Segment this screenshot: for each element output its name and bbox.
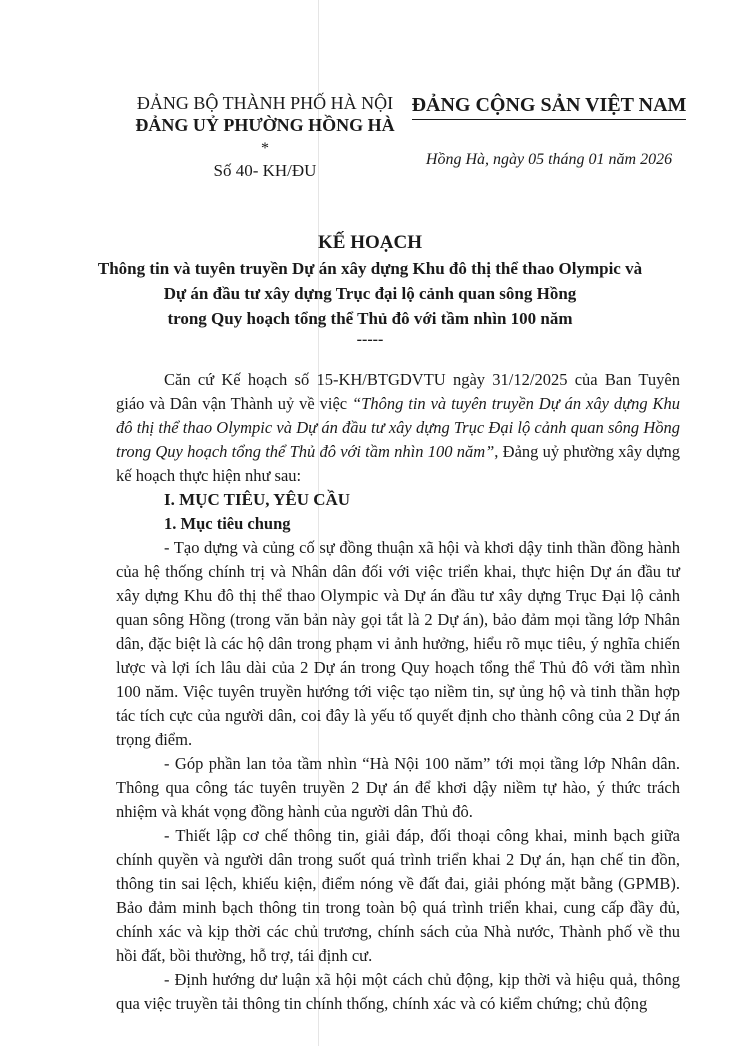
objective-paragraph-2: - Góp phần lan tỏa tầm nhìn “Hà Nội 100 năm” tới mọi tầng lớp Nhân dân. Thông qua công tác tuyên truyền 2 Dự án để khơi dậy niềm tự hào, ý thức trách nhiệm và khát vọng đồng hành của người dân Thủ đô. [116,754,680,821]
intro-paragraph [116,368,680,488]
section-heading-objectives: I. MỤC TIÊU, YÊU CẦU [164,490,351,509]
header-star: * [261,140,269,157]
party-name: ĐẢNG CỘNG SẢN VIỆT NAM [412,92,687,120]
issue-date: Hồng Hà, ngày 05 tháng 01 năm 2026 [425,151,673,168]
intro-text-end: , Đảng uỷ phường xây dựng kế hoạch thực hiện như sau: [116,442,680,485]
parent-party-committee: ĐẢNG BỘ THÀNH PHỐ HÀ NỘI [136,93,394,113]
objective-paragraph-4: - Định hướng dư luận xã hội một cách chủ động, kịp thời và hiệu quả, thông qua việc truyền tải thông tin chính thống, chính xác và có kiểm chứng; chủ động [116,970,680,1013]
subtitle-line-1: Thông tin và tuyên truyền Dự án xây dựng Khu đô thị thể thao Olympic và [97,259,643,278]
document-number: Số 40- KH/ĐU [213,161,317,180]
issuing-authority-block [100,92,430,182]
document-type-title: KẾ HOẠCH [318,232,422,253]
objective-paragraph-3: - Thiết lập cơ chế thông tin, giải đáp, đối thoại công khai, minh bạch giữa chính quyền và người dân trong suốt quá trình triển khai 2 Dự án, hạn chế tin đồn, thông tin sai lệch, khiếu kiện, điểm nóng về đất đai, giải phóng mặt bằng (GPMB). Bảo đảm minh bạch thông tin trong toàn bộ quá trình triển khai, cung cấp đầy đủ, chính xác và kịp thời các chủ trương, chính sách của Nhà nước, Thành phố về thu hồi đất, bồi thường, hỗ trợ, tái định cư. [116,826,680,965]
ward-party-committee: ĐẢNG UỶ PHƯỜNG HỒNG HÀ [135,115,395,135]
document-body [116,368,680,1016]
subtitle-line-3: trong Quy hoạch tổng thể Thủ đô với tầm nhìn 100 năm [167,309,573,328]
subtitle-line-2: Dự án đầu tư xây dựng Trục đại lộ cảnh quan sông Hồng [163,284,577,303]
title-separator: ----- [356,331,384,348]
intro-text-start: Căn cứ Kế hoạch số 15-KH/BTGDVTU ngày 31/12/2025 của Ban Tuyên giáo và Dân vận Thành uỷ về việc [116,370,680,413]
national-header-block [404,92,694,170]
document-title-block [60,230,680,349]
subsection-heading-general-objectives: 1. Mục tiêu chung [164,514,291,533]
objective-paragraph-1: - Tạo dựng và củng cố sự đồng thuận xã hội và khơi dậy tinh thần đồng hành của hệ thống chính trị và Nhân dân đối với việc triển khai, thực hiện Dự án đầu tư xây dựng Khu đô thị thể thao Olympic và Dự án đầu tư xây dựng Trục Đại lộ cảnh quan sông Hồng (trong văn bản này gọi tắt là 2 Dự án), bảo đảm mọi tầng lớp Nhân dân, đặc biệt là các hộ dân trong phạm vi ảnh hưởng, hiểu rõ mục tiêu, ý nghĩa chiến lược và lợi ích lâu dài của 2 Dự án trong Quy hoạch tổng thể Thủ đô với tầm nhìn 100 năm. Việc tuyên truyền hướng tới việc tạo niềm tin, sự ủng hộ và tinh thần hợp tác tích cực của người dân, coi đây là yếu tố quyết định cho thành công của 2 Dự án trọng điểm. [116,538,680,749]
intro-quoted-title: “Thông tin và tuyên truyền Dự án xây dựng Khu đô thị thể thao Olympic và Dự án đầu tư xây dựng Trục Đại lộ cảnh quan sông Hồng trong Quy hoạch tổng thể Thủ đô với tầm nhìn 100 năm” [116,394,681,461]
